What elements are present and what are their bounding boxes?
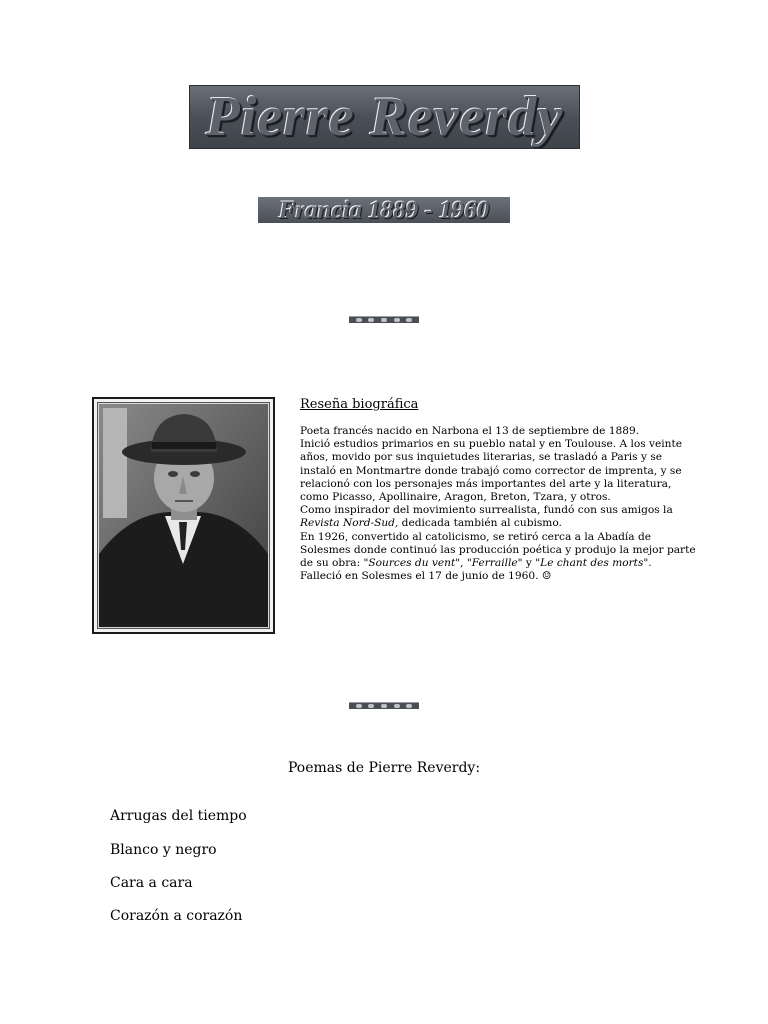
subtitle-banner xyxy=(258,197,510,223)
work-title: "Sources du vent" xyxy=(363,557,461,570)
work-title: "Le chant des morts" xyxy=(535,557,649,570)
bio-line: Como inspirador del movimiento surrealista, fundó con sus amigos la xyxy=(300,504,673,517)
work-title: "Ferraille" xyxy=(466,557,523,570)
poem-link[interactable]: Cara a cara xyxy=(110,875,193,891)
bio-line: años, movido por sus inquietudes literarias, se trasladó a Paris y se xyxy=(300,451,663,464)
poems-heading: Poemas de Pierre Reverdy: xyxy=(287,760,481,776)
bio-heading: Reseña biográfica xyxy=(300,397,419,412)
bio-line: como Picasso, Apollinaire, Aragon, Breton, Tzara, y otros. xyxy=(300,491,611,504)
bio-line: de su obra: "Sources du vent", "Ferraille" y "Le chant des morts". xyxy=(300,557,652,570)
bio-text xyxy=(300,425,725,583)
portrait-image xyxy=(99,404,268,627)
page-subtitle: Francia 1889 - 1960 xyxy=(278,197,490,223)
title-banner xyxy=(189,85,580,149)
author-portrait xyxy=(92,397,275,634)
bio-line: instaló en Montmartre donde trabajó como corrector de imprenta, y se xyxy=(300,464,682,477)
bio-line: En 1926, convertido al catolicismo, se retiró cerca a la Abadía de xyxy=(300,530,652,543)
poem-link[interactable]: Arrugas del tiempo xyxy=(110,808,247,824)
poem-link[interactable]: Blanco y negro xyxy=(110,842,217,858)
ornament-separator xyxy=(349,316,419,323)
ornament-separator xyxy=(349,702,419,709)
page-title: Pierre Reverdy xyxy=(205,86,564,148)
poem-link[interactable]: Corazón a corazón xyxy=(110,908,243,924)
bio-line: Revista Nord-Sud, dedicada también al cubismo. xyxy=(300,517,562,530)
bio-line: relacionó con los personajes más importantes del arte y la literatura, xyxy=(300,477,672,490)
bio-line: Falleció en Solesmes el 17 de junio de 1960. ☺ xyxy=(300,570,552,583)
bio-line: Inició estudios primarios en su pueblo natal y en Toulouse. A los veinte xyxy=(300,438,683,451)
bio-line: Solesmes donde continuó las producción poética y produjo la mejor parte xyxy=(300,543,696,556)
bio-line: Poeta francés nacido en Narbona el 13 de septiembre de 1889. xyxy=(300,425,640,437)
journal-title: Revista Nord-Sud, xyxy=(300,517,399,530)
